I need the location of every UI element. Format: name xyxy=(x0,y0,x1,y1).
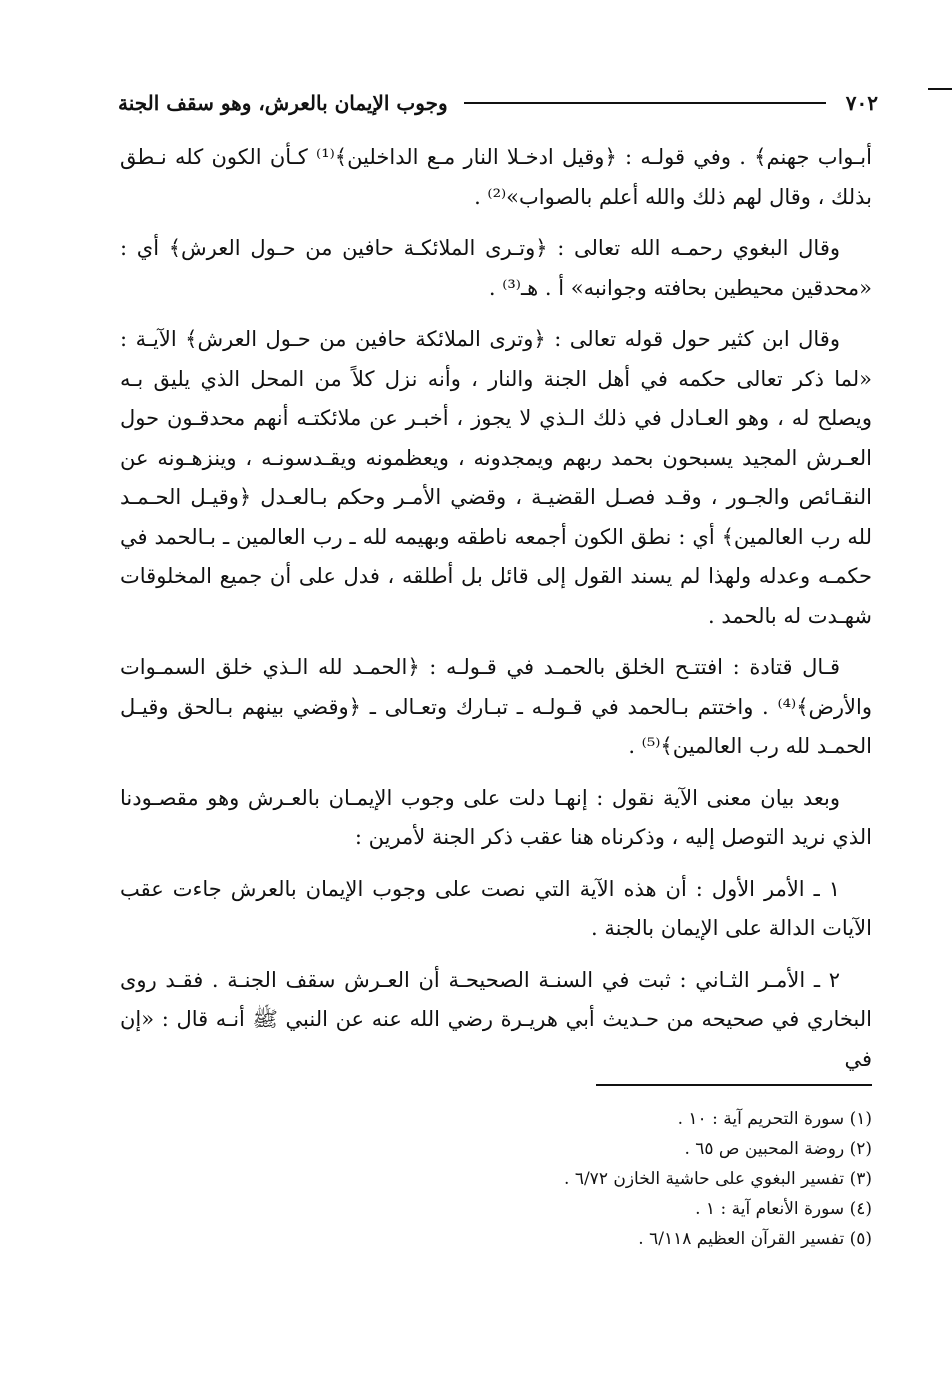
header-title: وجوب الإيمان بالعرش، وهو سقف الجنة xyxy=(118,91,448,115)
main-text xyxy=(120,138,872,1091)
footnotes xyxy=(420,1104,872,1254)
footnote: (١) سورة التحريم آية : ١٠ . xyxy=(677,1109,872,1129)
paragraph: وقال ابن كثير حول قوله تعالى : ﴿وترى الملائكة حافين من حـول العرش﴾ الآيـة : «لما ذكر تعالى حكمه في أهل الجنة والنار ، وأنه نزل كلاً من المحل الذي يليق بـه ويصلح له ، وهو العـادل في ذلك الـذي لا يجوز ، أخبـر عن ملائكتـه أنهم محدقـون حول العـرش المجيد يسبحون بحمد ربهم ويمجدونه ، ويعظمونه ويقـدسونـه ، وينزهـونه عن النقـائص والجـور ، وقـد فصـل القضيـة ، وقضي الأمـر وحكم بـالعـدل ﴿وقيـل الحـمـد لله رب العالمين﴾ أي : نطق الكون أجمعه ناطقه وبهيمه لله ـ رب العالمين ـ بـالحمد في حكمـه وعدله ولهذا لم يسند القول إلى قائل بل أطلقه ، فدل على أن جميع المخلوقات شهـدت له بالحمد . xyxy=(120,327,872,628)
paragraph: وقال البغوي رحمـه الله تعالى : ﴿وتـرى الملائكـة حافين من حـول العرش﴾ أي : «محدقين محيطين بحافته وجوانبه» أ . هـ⁽³⁾ . xyxy=(120,236,872,300)
footnote: (٥) تفسير القرآن العظيم ٦/١١٨ . xyxy=(638,1229,872,1249)
page-number: ٧٠٢ xyxy=(845,91,878,115)
header-rule xyxy=(464,102,826,104)
footnote: (٣) تفسير البغوي على حاشية الخازن ٦/٧٢ . xyxy=(564,1169,872,1189)
footnote: (٢) روضة المحبين ص ٦٥ . xyxy=(684,1139,872,1159)
running-header xyxy=(118,86,878,120)
paragraph: ٢ ـ الأمـر الثـاني : ثبت في السنـة الصحيحـة أن العـرش سقف الجنـة . فقـد روى البخاري في صحيحه من حـديث أبي هريـرة رضي الله عنه عن النبي ﷺ أنـه قال : «إن في xyxy=(120,967,872,1071)
paragraph: قـال قتادة : افتتـح الخلق بالحمـد في قـولـه : ﴿الحمـد لله الـذي خلق السمـوات والأرض﴾⁽⁴⁾ . واختتم بـالحمد في قـولـه ـ تبـارك وتعـالى ـ ﴿وقضي بينهم بـالحق وقيـل الحمـد لله رب العالمين﴾⁽⁵⁾ . xyxy=(120,655,872,758)
paragraph: ١ ـ الأمر الأول : أن هذه الآية التي نصت على وجوب الإيمان بالعرش جاءت عقب الآيات الدالة على الإيمان بالجنة . xyxy=(120,876,872,940)
margin-mark xyxy=(928,88,952,90)
paragraph: أبـواب جهنم﴾ . وفي قولـه : ﴿وقيل ادخـلا النار مـع الداخلين﴾⁽¹⁾ كـأن الكون كله نـطق بذلك ، وقال لهم ذلك والله أعلم بالصواب»⁽²⁾ . xyxy=(120,145,872,209)
paragraph: وبعد بيان معنى الآية نقول : إنهـا دلت على وجوب الإيمـان بالعـرش وهو مقصـودنا الذي نريد التوصل إليه ، وذكرناه هنا عقب ذكر الجنة لأمرين : xyxy=(120,785,872,849)
footnote: (٤) سورة الأنعام آية : ١ . xyxy=(695,1199,872,1219)
footnote-separator xyxy=(596,1084,872,1086)
